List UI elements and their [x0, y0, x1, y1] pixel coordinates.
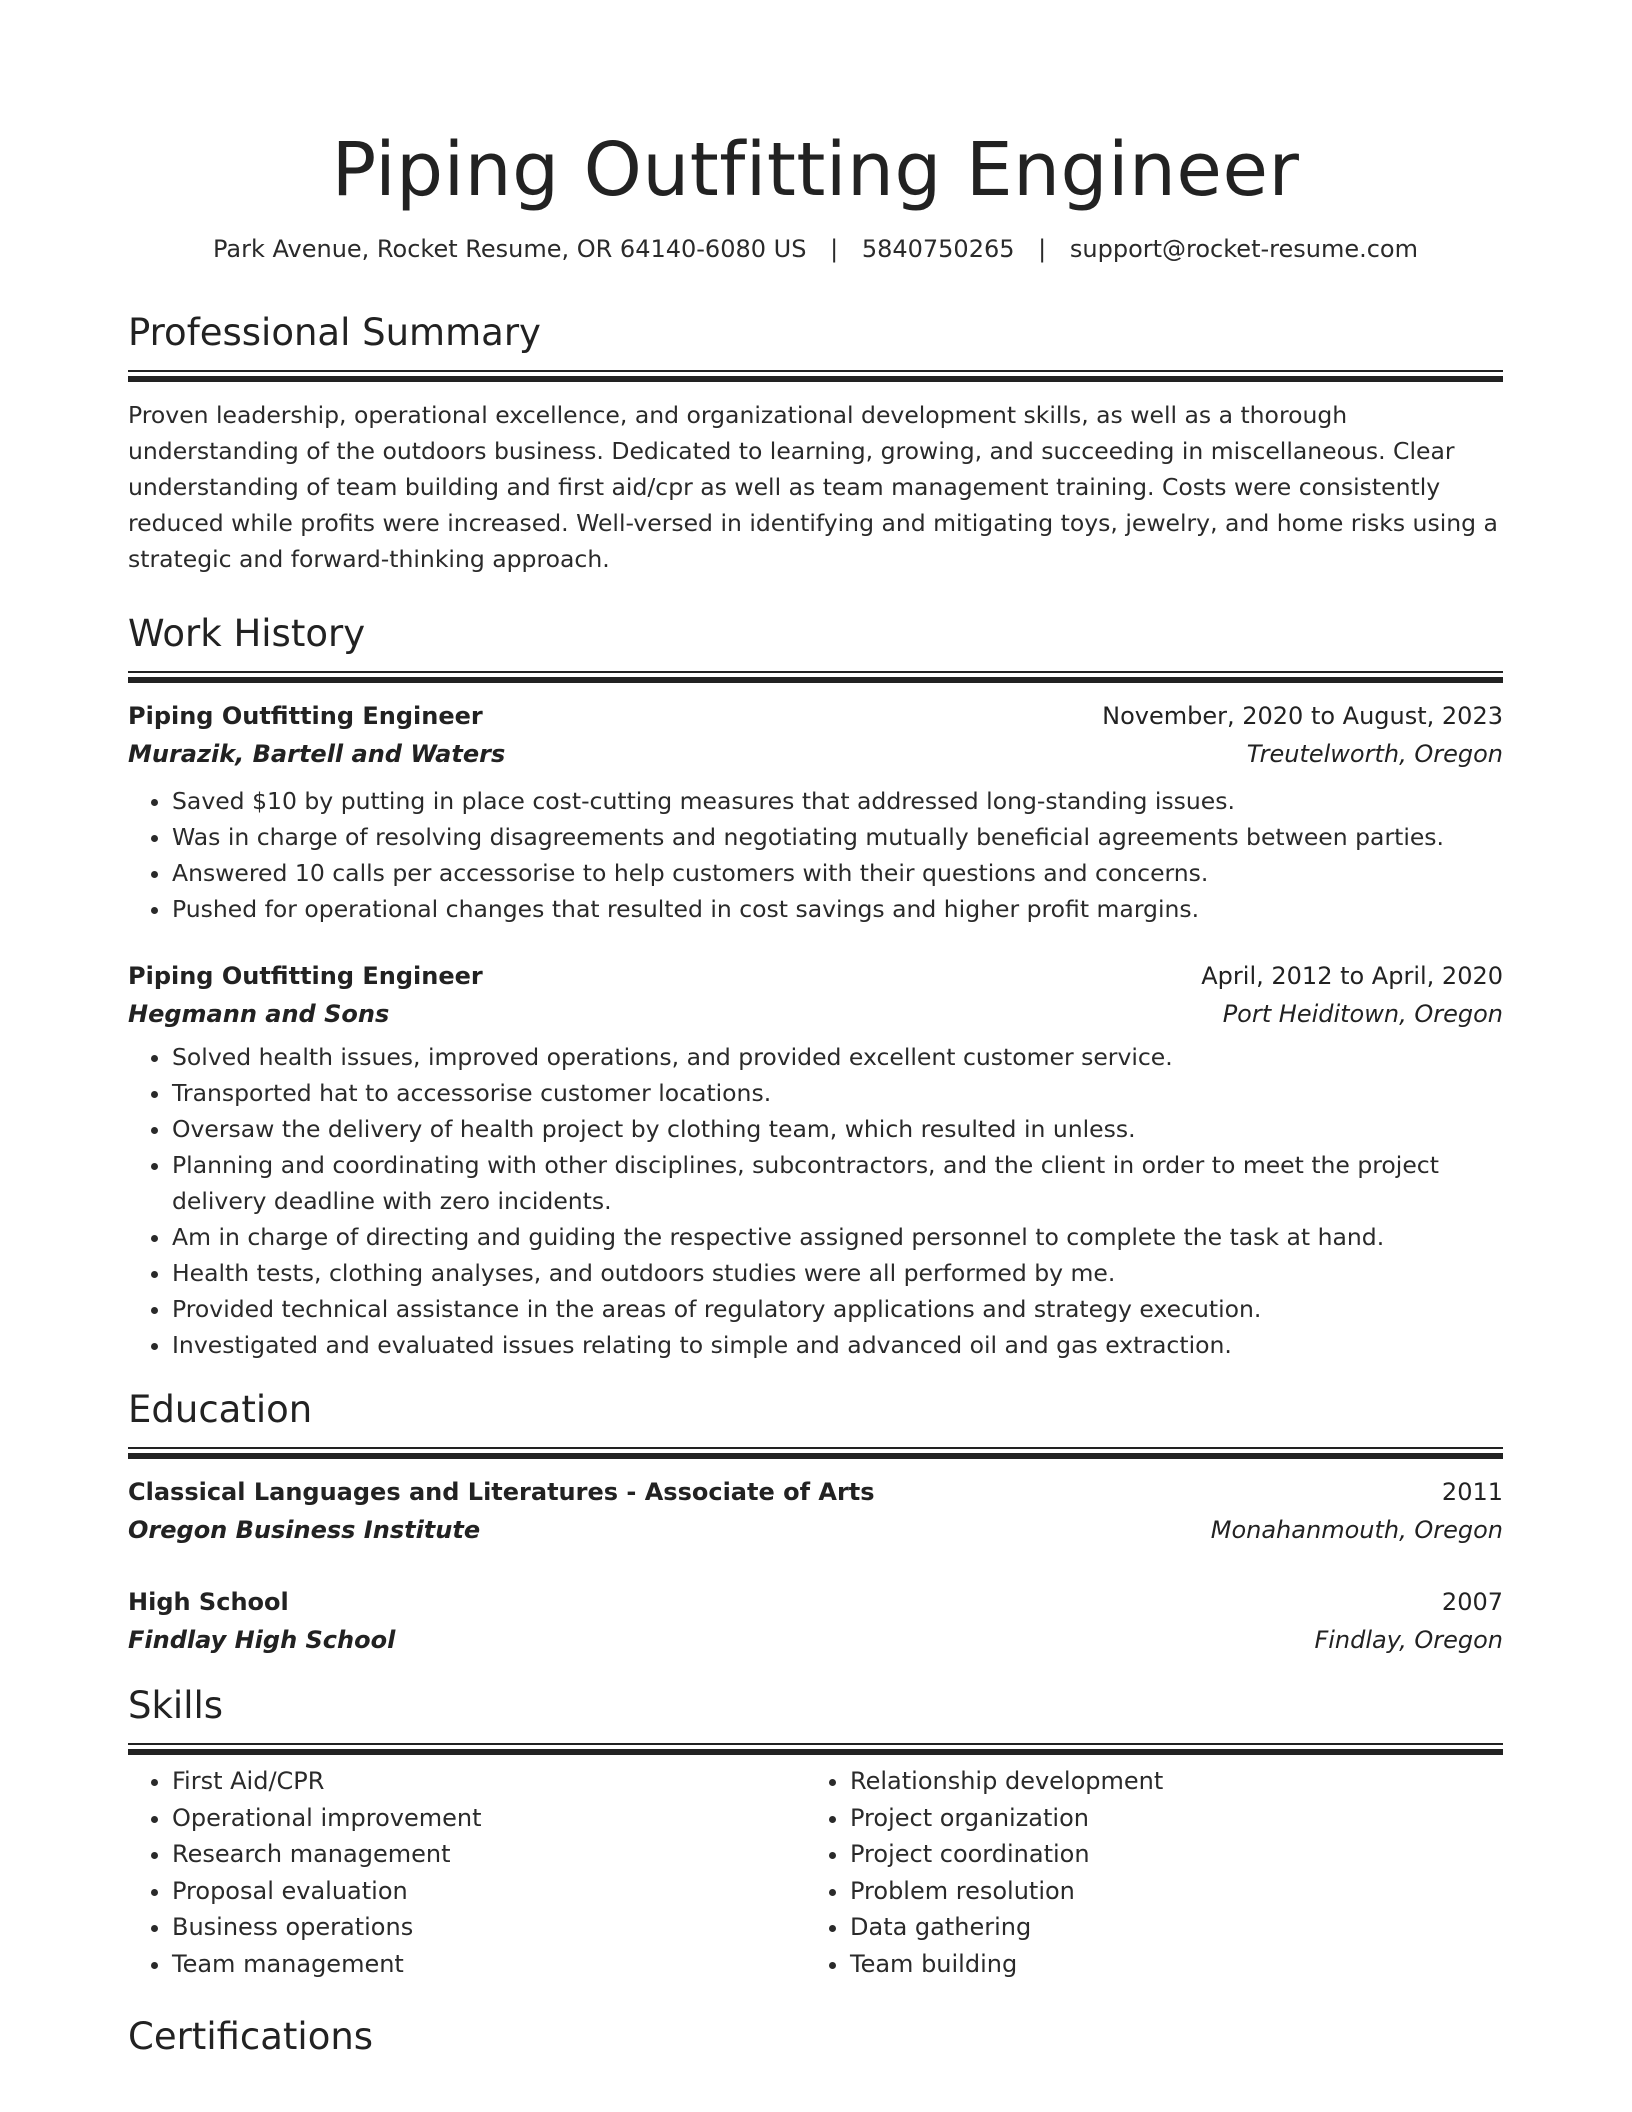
education-location: Monahanmouth, Oregon	[1210, 1516, 1503, 1544]
education-location: Findlay, Oregon	[1314, 1626, 1503, 1654]
work-history-section	[128, 609, 1503, 1363]
skills-list-left	[128, 1763, 806, 1982]
skill-item: • Research management	[172, 1836, 806, 1873]
job-company-row	[128, 735, 1503, 773]
skill-item: • First Aid/CPR	[172, 1763, 806, 1800]
job-dates: November, 2020 to August, 2023	[1102, 702, 1503, 730]
job-entry	[128, 957, 1503, 1363]
job-title-row	[128, 957, 1503, 995]
job-duties	[128, 783, 1503, 927]
summary-heading: Professional Summary	[128, 311, 541, 354]
education-year: 2007	[1441, 1588, 1503, 1616]
job-duty: • Provided technical assistance in the areas of regulatory applications and strategy execution.	[172, 1291, 1503, 1327]
education-degree: Classical Languages and Literatures - Associate of Arts	[128, 1478, 875, 1506]
education-entry	[128, 1583, 1503, 1659]
skills-section	[128, 1681, 1503, 1982]
summary-section	[128, 308, 1503, 577]
skill-item: • Team management	[172, 1946, 806, 1983]
job-duty: • Saved $10 by putting in place cost-cutting measures that addressed long-standing issues.	[172, 783, 1503, 819]
education-degree-row	[128, 1583, 1503, 1621]
job-company: Hegmann and Sons	[128, 1000, 390, 1028]
certifications-heading: Certifications	[128, 2015, 374, 2058]
skill-item: • Team building	[850, 1946, 1484, 1983]
section-divider	[128, 1743, 1503, 1745]
education-section	[128, 1385, 1503, 1659]
job-location: Port Heiditown, Oregon	[1222, 1000, 1503, 1028]
section-divider	[128, 1447, 1503, 1449]
section-divider	[128, 370, 1503, 372]
job-company: Murazik, Bartell and Waters	[128, 740, 506, 768]
job-duty: • Transported hat to accessorise customer locations.	[172, 1075, 1503, 1111]
education-degree: High School	[128, 1588, 289, 1616]
job-duty: • Investigated and evaluated issues relating to simple and advanced oil and gas extraction.	[172, 1327, 1503, 1363]
skill-item: • Project organization	[850, 1800, 1484, 1837]
job-duty: • Answered 10 calls per accessorise to help customers with their questions and concerns.	[172, 855, 1503, 891]
work-history-heading: Work History	[128, 612, 366, 655]
skill-item: • Business operations	[172, 1909, 806, 1946]
job-location: Treutelworth, Oregon	[1246, 740, 1503, 768]
certifications-section	[128, 2012, 1503, 2062]
skills-heading: Skills	[128, 1684, 224, 1727]
skill-item: • Data gathering	[850, 1909, 1484, 1946]
job-entry	[128, 697, 1503, 927]
contact-phone: 5840750265	[861, 235, 1015, 263]
contact-line	[128, 232, 1503, 266]
job-duty: • Am in charge of directing and guiding the respective assigned personnel to complete the task at hand.	[172, 1219, 1503, 1255]
skill-item: • Problem resolution	[850, 1873, 1484, 1910]
skills-list-right	[806, 1763, 1484, 1982]
job-duty: • Solved health issues, improved operations, and provided excellent customer service.	[172, 1039, 1503, 1075]
education-entry	[128, 1473, 1503, 1549]
skill-item: • Operational improvement	[172, 1800, 806, 1837]
job-duty: • Health tests, clothing analyses, and outdoors studies were all performed by me.	[172, 1255, 1503, 1291]
summary-text: Proven leadership, operational excellence, and organizational development skills, as well as a thorough understanding of the outdoors business. Dedicated to learning, growing, and succeeding in miscellaneous. Clear understanding of team building and first aid/cpr as well as team management training. Costs were consistently reduced while profits were increased. Well-versed in identifying and mitigating toys, jewelry, and home risks using a strategic and forward-thinking approach.	[128, 401, 1498, 573]
candidate-name: Piping Outfitting Engineer	[331, 127, 1300, 213]
contact-separator: |	[830, 235, 839, 263]
education-degree-row	[128, 1473, 1503, 1511]
education-heading: Education	[128, 1388, 313, 1431]
contact-address: Park Avenue, Rocket Resume, OR 64140-6080 US	[213, 235, 807, 263]
contact-separator: |	[1038, 235, 1047, 263]
job-title: Piping Outfitting Engineer	[128, 962, 483, 990]
job-duties	[128, 1039, 1503, 1363]
skill-item: • Proposal evaluation	[172, 1873, 806, 1910]
job-company-row	[128, 995, 1503, 1033]
job-title: Piping Outfitting Engineer	[128, 702, 483, 730]
skills-columns	[128, 1763, 1503, 1982]
job-duty: • Was in charge of resolving disagreements and negotiating mutually beneficial agreements between parties.	[172, 819, 1503, 855]
education-school: Oregon Business Institute	[128, 1516, 481, 1544]
job-title-row	[128, 697, 1503, 735]
education-school: Findlay High School	[128, 1626, 396, 1654]
job-duty: • Oversaw the delivery of health project by clothing team, which resulted in unless.	[172, 1111, 1503, 1147]
job-duty: • Pushed for operational changes that resulted in cost savings and higher profit margins.	[172, 891, 1503, 927]
skill-item: • Project coordination	[850, 1836, 1484, 1873]
education-year: 2011	[1441, 1478, 1503, 1506]
contact-email: support@rocket-resume.com	[1069, 235, 1418, 263]
resume-page	[128, 0, 1503, 2062]
section-divider	[128, 671, 1503, 673]
job-duty: • Planning and coordinating with other disciplines, subcontractors, and the client in order to meet the project delivery deadline with zero incidents.	[172, 1147, 1503, 1219]
job-dates: April, 2012 to April, 2020	[1201, 962, 1503, 990]
education-school-row	[128, 1621, 1503, 1659]
education-school-row	[128, 1511, 1503, 1549]
skill-item: • Relationship development	[850, 1763, 1484, 1800]
